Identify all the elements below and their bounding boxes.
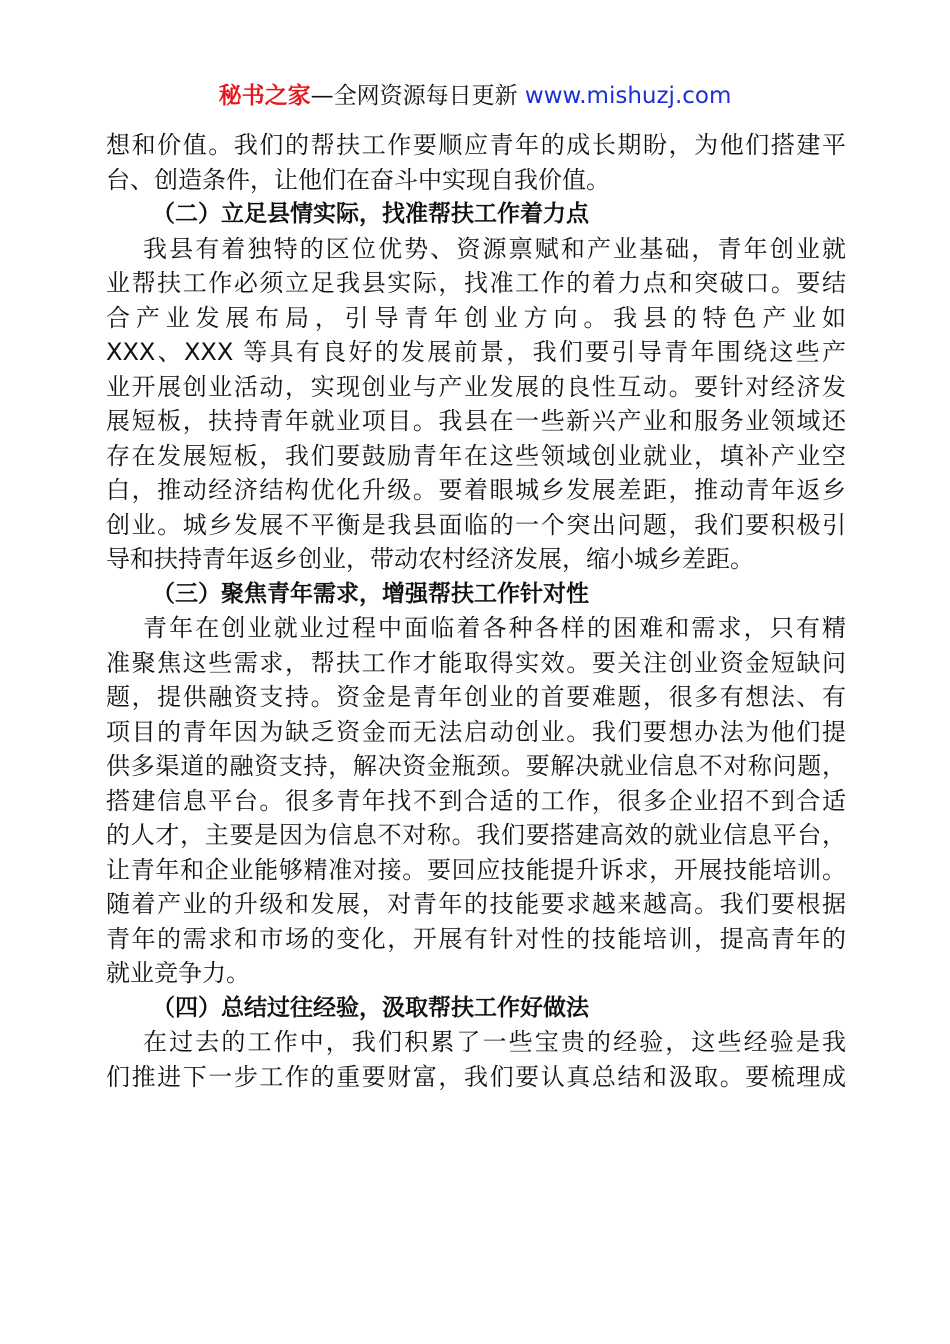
text-line: 存在发展短板，我们要鼓励青年在这些领域创业就业，填补产业空 (106, 441, 846, 470)
text-line: 业帮扶工作必须立足我县实际，找准工作的着力点和突破口。要结 (106, 269, 846, 297)
text-line: 准聚焦这些需求，帮扶工作才能取得实效。要关注创业资金短缺问 (106, 648, 846, 677)
text-line: XXX、XXX 等具有良好的发展前景，我们要引导青年围绕这些产 (106, 338, 846, 366)
document-body (106, 128, 846, 1094)
text-line: 让青年和企业能够精准对接。要回应技能提升诉求，开展技能培训。 (106, 855, 846, 884)
section-heading-4: （四）总结过往经验，汲取帮扶工作好做法 (152, 994, 589, 1021)
text-line: 业开展创业活动，实现创业与产业发展的良性互动。要针对经济发 (106, 372, 846, 401)
paragraph-youth-needs (106, 611, 846, 991)
site-header (0, 80, 950, 112)
text-line: 搭建信息平台。很多青年找不到合适的工作，很多企业招不到合适 (106, 786, 846, 815)
text-line: 供多渠道的融资支持，解决资金瓶颈。要解决就业信息不对称问题， (106, 752, 846, 780)
header-tagline: —全网资源每日更新 (310, 83, 518, 109)
text-line: 导和扶持青年返乡创业，带动农村经济发展，缩小城乡差距。 (106, 545, 754, 573)
section-heading-3: （三）聚焦青年需求，增强帮扶工作针对性 (152, 580, 589, 607)
paragraph-continuation (106, 128, 846, 197)
text-line: 我县有着独特的区位优势、资源禀赋和产业基础，青年创业就 (143, 234, 846, 263)
text-line: 想和价值。我们的帮扶工作要顺应青年的成长期盼，为他们搭建平 (106, 131, 846, 159)
text-line: 创业。城乡发展不平衡是我县面临的一个突出问题，我们要积极引 (106, 510, 846, 539)
section-heading-2: （二）立足县情实际，找准帮扶工作着力点 (152, 201, 589, 227)
site-url-link[interactable]: www.mishuzj.com (524, 83, 732, 109)
text-line: 青年在创业就业过程中面临着各种各样的困难和需求，只有精 (143, 614, 846, 642)
text-line: 在过去的工作中，我们积累了一些宝贵的经验，这些经验是我 (143, 1028, 846, 1056)
brand-name: 秘书之家 (218, 83, 311, 109)
text-line: 题，提供融资支持。资金是青年创业的首要难题，很多有想法、有 (106, 683, 846, 711)
text-line: 青年的需求和市场的变化，开展有针对性的技能培训，提高青年的 (106, 924, 846, 953)
text-line: 就业竞争力。 (106, 959, 250, 987)
text-line: 随着产业的升级和发展，对青年的技能要求越来越高。我们要根据 (106, 890, 846, 918)
text-line: 白，推动经济结构优化升级。要着眼城乡发展差距，推动青年返乡 (106, 476, 846, 504)
text-line: 的人才，主要是因为信息不对称。我们要搭建高效的就业信息平台， (106, 821, 846, 849)
paragraph-county-reality (106, 232, 846, 577)
paragraph-past-experience (106, 1025, 846, 1094)
text-line: 合产业发展布局，引导青年创业方向。我县的特色产业如 (106, 303, 846, 332)
text-line: 们推进下一步工作的重要财富，我们要认真总结和汲取。要梳理成 (106, 1062, 846, 1091)
text-line: 项目的青年因为缺乏资金而无法启动创业。我们要想办法为他们提 (106, 717, 846, 746)
text-line: 台、创造条件，让他们在奋斗中实现自我价值。 (106, 165, 610, 194)
text-line: 展短板，扶持青年就业项目。我县在一些新兴产业和服务业领域还 (106, 407, 846, 435)
